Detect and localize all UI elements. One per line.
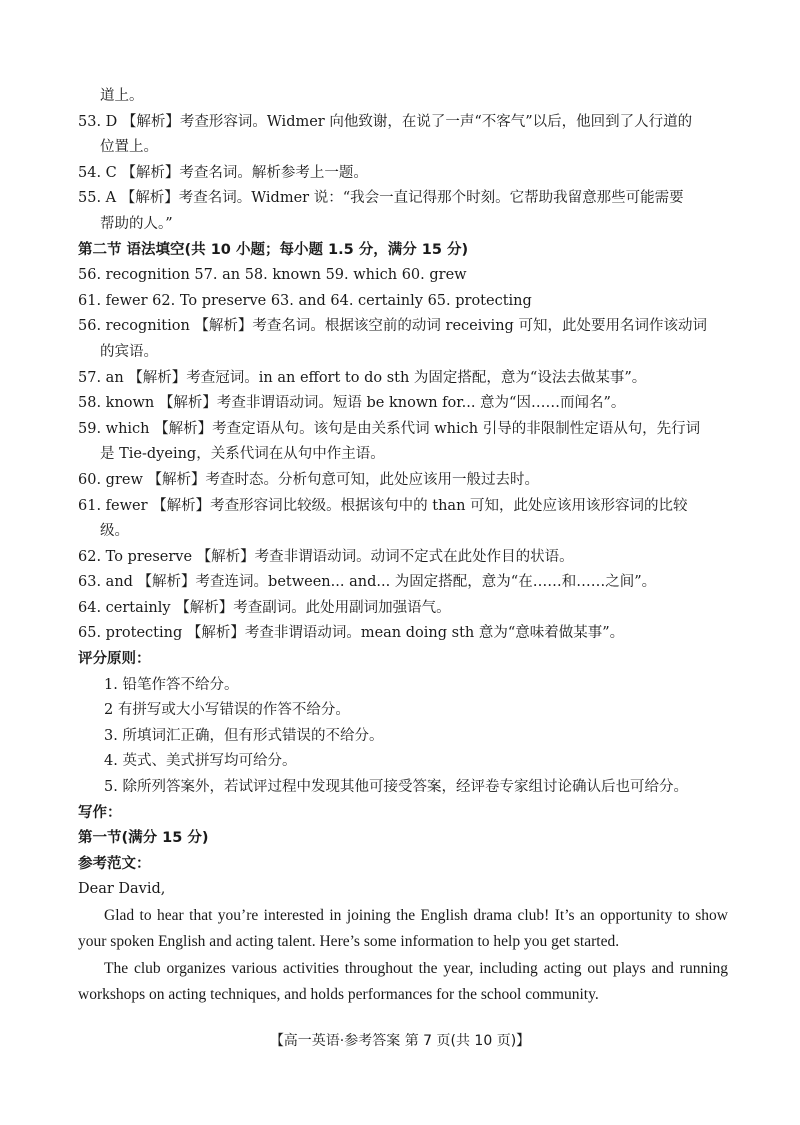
text-line: 的宾语。 (100, 343, 158, 360)
text-line: 参考范文： (78, 855, 151, 872)
text-line: 3. 所填词汇正确，但有形式错误的不给分。 (104, 727, 384, 744)
text-line: 54. C 【解析】考查名词。解析参考上一题。 (78, 164, 368, 181)
text-line: 56. recognition 57. an 58. known 59. which 60. grew (78, 267, 467, 284)
text-line: 56. recognition 【解析】考查名词。根据该空前的动词 receiving 可知，此处要用名词作该动词 (78, 318, 707, 335)
text-line: 1. 铅笔作答不给分。 (104, 676, 239, 693)
page-footer: 【高一英语·参考答案 第 7 页(共 10 页)】 (269, 1033, 531, 1049)
text-line: 5. 除所列答案外，若试评过程中发现其他可接受答案，经评卷专家组讨论确认后也可给分。 (104, 779, 688, 796)
essay-paragraph-2: The club organizes various activities throughout the year, including acting out plays and running workshops on acting techniques, and holds performances for the school community. (78, 960, 728, 1003)
text-line: 是 Tie-dyeing，关系代词在从句中作主语。 (100, 446, 385, 463)
text-line: 65. protecting 【解析】考查非谓语动词。mean doing sth 意为“意味着做某事”。 (78, 625, 625, 642)
text-line: 评分原则： (78, 651, 151, 668)
text-line: 64. certainly 【解析】考查副词。此处用副词加强语气。 (78, 599, 451, 616)
text-line: 级。 (100, 523, 129, 540)
text-line: 57. an 【解析】考查冠词。in an effort to do sth 为固定搭配，意为“设法去做某事”。 (78, 369, 647, 386)
text-line: 60. grew 【解析】考查时态。分析句意可知，此处应该用一般过去时。 (78, 471, 539, 488)
text-line: Dear David, (78, 881, 166, 898)
text-line: 53. D 【解析】考查形容词。Widmer 向他致谢，在说了一声“不客气”以后，他回到了人行道的 (78, 113, 693, 130)
text-line: 63. and 【解析】考查连词。between... and... 为固定搭配，意为“在……和……之间”。 (78, 574, 657, 591)
text-line: 写作： (78, 804, 122, 821)
text-line: 4. 英式、美式拼写均可给分。 (104, 753, 297, 770)
page-content (78, 84, 728, 1007)
text-line: 道上。 (100, 88, 144, 104)
answer-lines (78, 84, 728, 903)
text-line: 55. A 【解析】考查名词。Widmer 说：“我会一直记得那个时刻。它帮助我留意那些可能需要 (78, 190, 684, 207)
sample-essay (78, 903, 728, 1007)
text-line: 第二节 语法填空(共 10 小题；每小题 1.5 分，满分 15 分) (78, 241, 469, 258)
text-line: 61. fewer 【解析】考查形容词比较级。根据该句中的 than 可知，此处应该用该形容词的比较 (78, 497, 688, 514)
text-line: 位置上。 (100, 139, 158, 156)
essay-paragraph-1: Glad to hear that you’re interested in joining the English drama club! It’s an opportunity to show your spoken English and acting talent. Here’s some information to help you get started. (78, 907, 728, 950)
text-line: 59. which 【解析】考查定语从句。该句是由关系代词 which 引导的非限制性定语从句，先行词 (78, 420, 701, 437)
text-line: 帮助的人。” (100, 215, 173, 232)
text-line: 2 有拼写或大小写错误的作答不给分。 (104, 702, 350, 719)
text-line: 62. To preserve 【解析】考查非谓语动词。动词不定式在此处作目的状语。 (78, 548, 574, 565)
text-line: 58. known 【解析】考查非谓语动词。短语 be known for... 意为“因……而闻名”。 (78, 395, 626, 412)
text-line: 第一节(满分 15 分) (78, 830, 209, 847)
text-line: 61. fewer 62. To preserve 63. and 64. certainly 65. protecting (78, 292, 532, 309)
